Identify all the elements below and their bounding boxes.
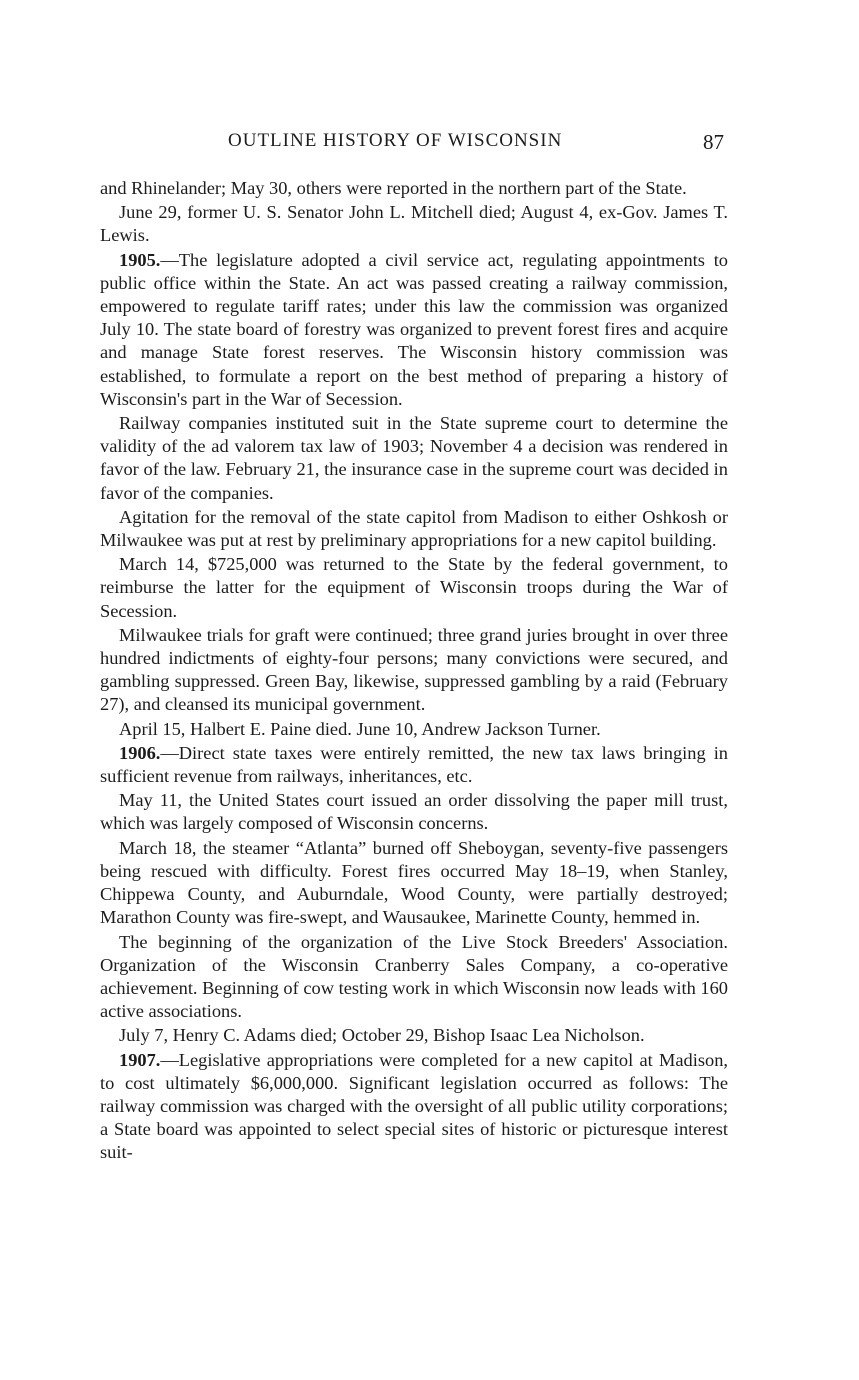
paragraph [100,931,728,1024]
page-number: 87 [703,130,724,154]
page-body [100,177,728,1166]
running-header [100,130,728,156]
paragraph [100,1024,728,1047]
paragraph-text: —The legislature adopted a civil service act, regulating appointments to public office within the State. An act was passed creating a railway commission, empowered to regulate tariff rates; under this law the commission was organized July 10. The state board of forestry was organized to prevent forest fires and acquire and manage State forest reserves. The Wisconsin history commission was established, to formulate a report on the best method of preparing a history of Wisconsin's part in the War of Secession. [100,249,728,409]
paragraph-text: July 7, Henry C. Adams died; October 29, Bishop Isaac Lea Nicholson. [119,1025,645,1046]
paragraph-1907 [100,1049,728,1165]
paragraph-text: The beginning of the organization of the Live Stock Breeders' Association. Organization of the Wisconsin Cranberry Sales Company, a co-operative achievement. Beginning of cow testing work in which Wisconsin now leads with 160 active associations. [100,931,728,1022]
paragraph-1905 [100,249,728,411]
paragraph [100,506,728,552]
paragraph-text: Milwaukee trials for graft were continued; three grand juries brought in over three hundred indictments of eighty-four persons; many convictions were secured, and gambling suppressed. Green Bay, likewise, suppressed gambling by a raid (February 27), and cleansed its municipal government. [100,624,728,715]
paragraph-1906 [100,742,728,788]
paragraph-text: Agitation for the removal of the state capitol from Madison to either Oshkosh or Milwaukee was put at rest by preliminary appropriations for a new capitol building. [100,506,728,551]
year-heading: 1905. [119,249,161,270]
paragraph-text: Railway companies instituted suit in the State supreme court to determine the validity of the ad valorem tax law of 1903; November 4 a decision was rendered in favor of the law. February 21, the insurance case in the supreme court was decided in favor of the companies. [100,413,728,503]
year-heading: 1906. [119,742,161,763]
paragraph [100,789,728,835]
paragraph [100,718,728,741]
paragraph-text: March 18, the steamer “Atlanta” burned off Sheboygan, seventy-five passengers being rescued with difficulty. Forest fires occurred May 18–19, when Stanley, Chippewa County, and Auburndale, Wood County, were partially destroyed; Marathon County was fire-swept, and Wausaukee, Marinette County, hemmed in. [100,837,728,928]
year-heading: 1907. [119,1049,161,1070]
paragraph [100,553,728,623]
paragraph-text: —Legislative appropriations were completed for a new capitol at Madison, to cost ultimately $6,000,000. Significant legislation occurred as follows: The railway commission was charged with the oversight of all public utility corporations; a State board was appointed to select special sites of historic or picturesque interest suit- [100,1049,728,1163]
paragraph-text: May 11, the United States court issued an order dissolving the paper mill trust, which was largely composed of Wisconsin concerns. [100,790,728,834]
paragraph [100,837,728,930]
paragraph-continued [100,177,728,200]
paragraph-text: April 15, Halbert E. Paine died. June 10, Andrew Jackson Turner. [119,718,601,739]
paragraph [100,412,728,505]
paragraph-text: June 29, former U. S. Senator John L. Mitchell died; August 4, ex-Gov. James T. Lewis. [100,202,728,246]
running-title: OUTLINE HISTORY OF WISCONSIN [228,130,563,151]
paragraph [100,201,728,247]
paragraph-text: and Rhinelander; May 30, others were reported in the northern part of the State. [100,178,687,198]
paragraph-text: March 14, $725,000 was returned to the State by the federal government, to reimburse the latter for the equipment of Wisconsin troops during the War of Secession. [100,554,728,621]
paragraph [100,624,728,717]
paragraph-text: —Direct state taxes were entirely remitted, the new tax laws bringing in sufficient revenue from railways, inheritances, etc. [100,742,728,787]
